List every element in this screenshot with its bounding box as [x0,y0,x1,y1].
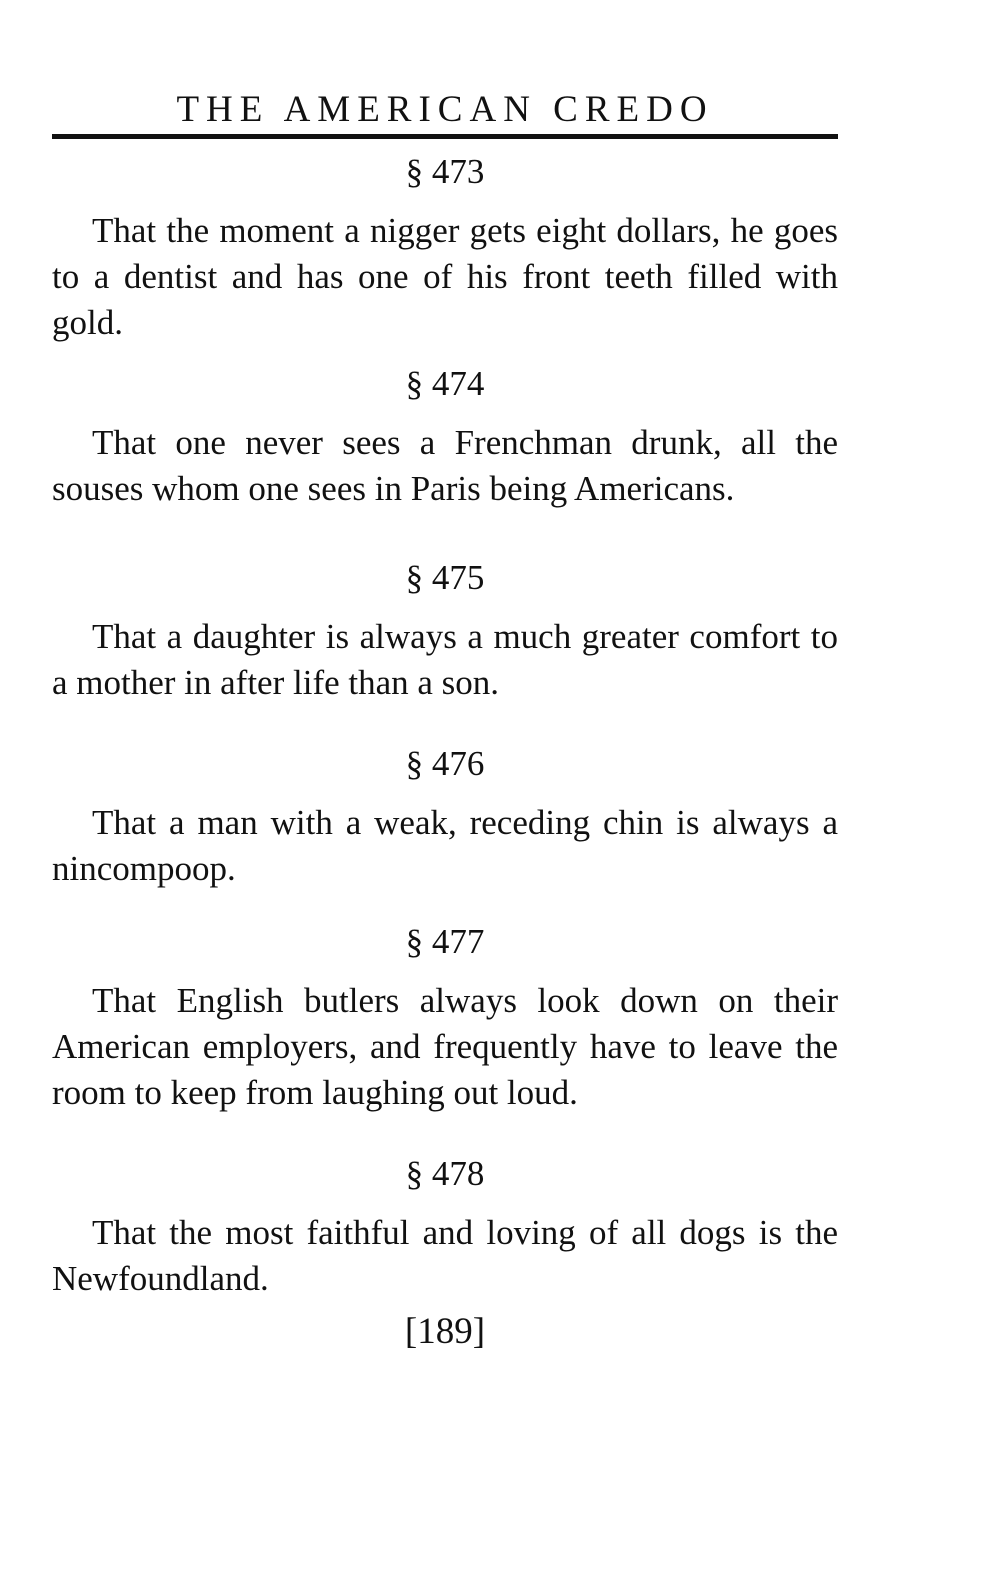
section-text: That a daughter is always a much greater comfort to a mother in after life than a son. [52,617,838,702]
header-rule [52,134,838,139]
credo-section [52,150,838,346]
section-text: That English butlers always look down on their American employers, and frequently have to leave the room to keep from laughing out loud. [52,981,838,1112]
section-text: That the most faithful and loving of all dogs is the Newfoundland. [52,1213,838,1298]
section-text: That a man with a weak, receding chin is always a nincompoop. [52,803,838,888]
section-text: That one never sees a Frenchman drunk, all the souses whom one sees in Paris being Americans. [52,423,838,508]
section-number: § 476 [405,744,485,783]
section-number: § 473 [405,152,485,191]
section-number: § 478 [405,1154,485,1193]
section-number: § 475 [405,558,485,597]
running-head: THE AMERICAN CREDO [176,89,714,130]
credo-section [52,556,838,706]
section-text: That the moment a nigger gets eight dollars, he goes to a dentist and has one of his front teeth filled with gold. [52,211,838,342]
credo-section [52,362,838,512]
credo-section [52,920,838,1116]
book-page [52,0,838,1582]
section-number: § 477 [405,922,485,961]
credo-section [52,1152,838,1302]
page-number: [189] [404,1311,486,1352]
section-number: § 474 [405,364,485,403]
credo-section [52,742,838,892]
